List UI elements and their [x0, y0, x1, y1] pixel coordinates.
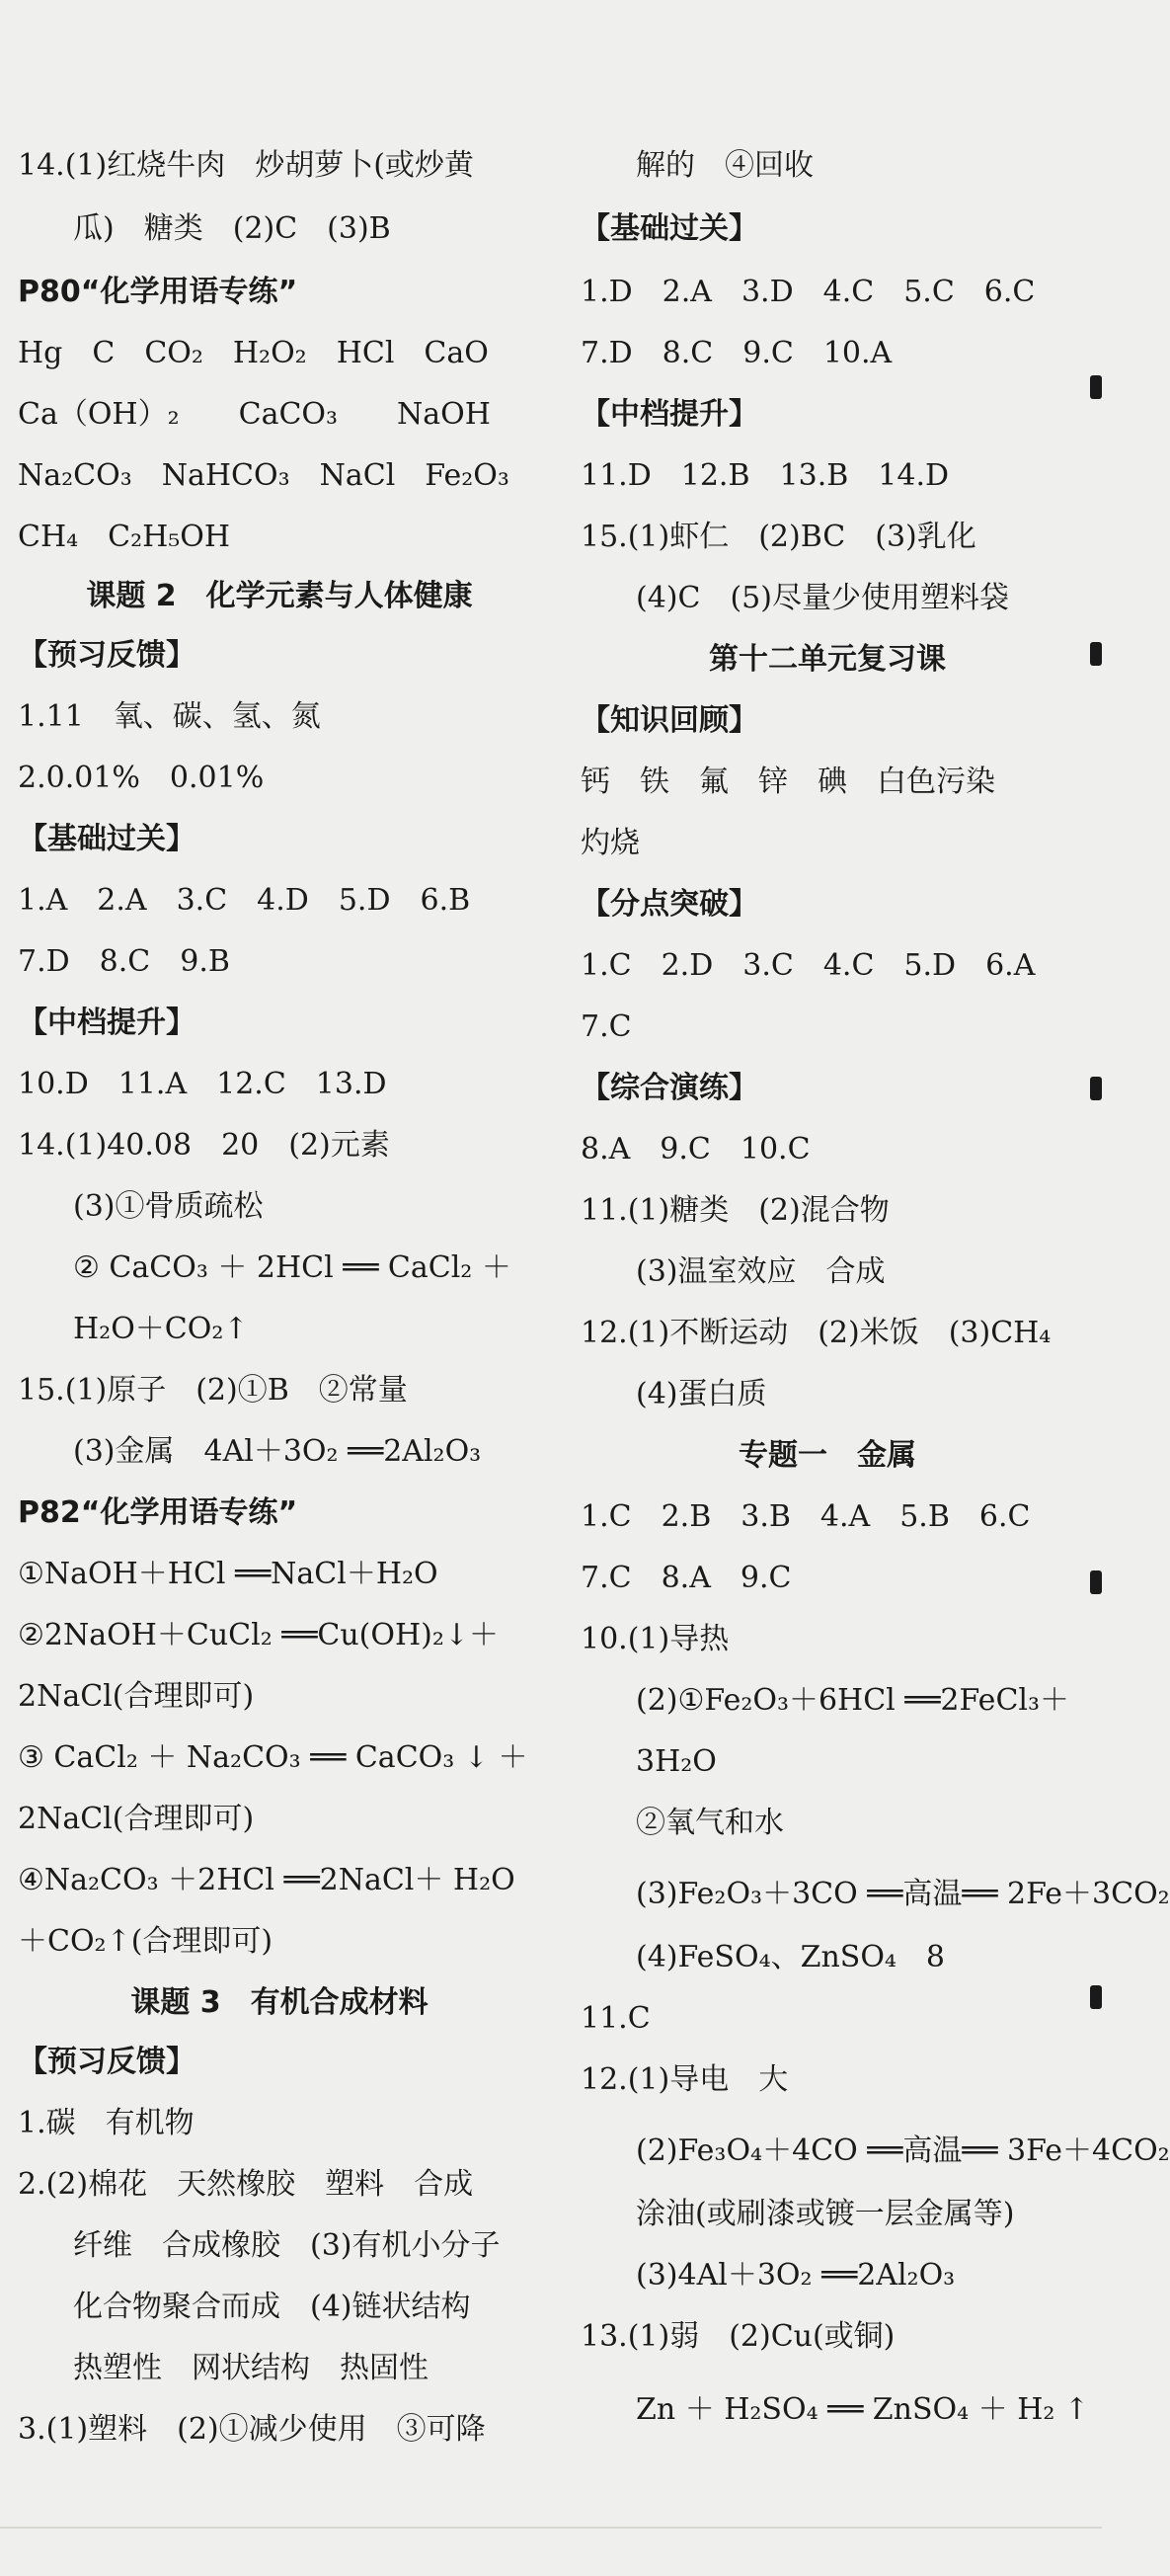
answer-line: ③ CaCl₂ ＋ Na₂CO₃ ══ CaCO₃ ↓ ＋	[18, 1740, 528, 1775]
answer-line: 3.(1)塑料 (2)①减少使用 ③可降	[18, 2412, 486, 2447]
edge-mark	[1090, 1570, 1102, 1594]
answer-line: 涂油(或刷漆或镀一层金属等)	[636, 2197, 1015, 2231]
edge-mark	[1090, 1985, 1102, 2009]
answer-line: (3)①骨质疏松	[73, 1189, 264, 1224]
section-heading: 【预习反馈】	[18, 638, 195, 673]
answer-line: 热塑性 网状结构 热固性	[73, 2351, 429, 2385]
answer-line: (4)C (5)尽量少使用塑料袋	[636, 581, 1009, 615]
edge-mark	[1090, 375, 1102, 399]
answer-line: 化合物聚合而成 (4)链状结构	[73, 2290, 471, 2324]
answer-line: 1.11 氧、碳、氢、氮	[18, 699, 321, 734]
section-heading: 【基础过关】	[581, 211, 758, 246]
answer-line: 11.C	[581, 2001, 651, 2036]
answer-line: 15.(1)虾仁 (2)BC (3)乳化	[581, 520, 976, 554]
page-bottom-divider	[0, 2527, 1102, 2529]
answer-line: 1.C 2.B 3.B 4.A 5.B 6.C	[581, 1499, 1031, 1534]
answer-line: 8.A 9.C 10.C	[581, 1132, 811, 1167]
answer-line: (2)①Fe₂O₃＋6HCl ══2FeCl₃＋	[636, 1683, 1070, 1718]
answer-line: 灼烧	[581, 826, 640, 860]
answer-line: (2)Fe₃O₄＋4CO ══高温══ 3Fe＋4CO₂	[636, 2133, 1170, 2168]
answer-line: CH₄ C₂H₅OH	[18, 520, 231, 554]
section-heading: 【预习反馈】	[18, 2045, 195, 2079]
answer-line: 12.(1)导电 大	[581, 2062, 789, 2097]
answer-line: ①NaOH＋HCl ══NaCl＋H₂O	[18, 1557, 438, 1591]
answer-line: 11.(1)糖类 (2)混合物	[581, 1193, 890, 1228]
section-title: 第十二单元复习课	[709, 642, 946, 677]
answer-line: 7.C	[581, 1009, 632, 1044]
edge-mark	[1090, 1077, 1102, 1100]
answer-line: 10.D 11.A 12.C 13.D	[18, 1067, 387, 1101]
section-title: 专题一 金属	[739, 1438, 916, 1473]
answer-line: ②氧气和水	[636, 1806, 784, 1840]
answer-line: 13.(1)弱 (2)Cu(或铜)	[581, 2319, 896, 2354]
answer-line: 解的 ④回收	[636, 148, 814, 183]
section-heading: 【分点突破】	[581, 887, 758, 922]
section-heading: 【基础过关】	[18, 822, 195, 856]
answer-line: 2.0.01% 0.01%	[18, 761, 265, 795]
answer-line: (3)Fe₂O₃＋3CO ══高温══ 2Fe＋3CO₂	[636, 1877, 1170, 1911]
section-heading: P82“化学用语专练”	[18, 1495, 298, 1530]
section-heading: 【中档提升】	[18, 1006, 195, 1040]
answer-line: H₂O＋CO₂↑	[73, 1312, 249, 1346]
answer-line: 1.C 2.D 3.C 4.C 5.D 6.A	[581, 948, 1036, 983]
answer-line: (4)FeSO₄、ZnSO₄ 8	[636, 1940, 946, 1974]
answer-line: ②2NaOH＋CuCl₂ ══Cu(OH)₂↓＋	[18, 1618, 499, 1652]
edge-mark	[1090, 642, 1102, 666]
column-gutter	[551, 148, 557, 2519]
answer-line: (3)金属 4Al＋3O₂ ══2Al₂O₃	[73, 1434, 482, 1469]
answer-line: ② CaCO₃ ＋ 2HCl ══ CaCl₂ ＋	[73, 1250, 511, 1285]
answer-line: 7.C 8.A 9.C	[581, 1561, 792, 1595]
answer-line: 10.(1)导热	[581, 1622, 730, 1656]
section-heading: 【知识回顾】	[581, 703, 758, 738]
section-title: 课题 3 有机合成材料	[130, 1985, 429, 2020]
answer-line: 12.(1)不断运动 (2)米饭 (3)CH₄	[581, 1316, 1052, 1350]
answer-line: 3H₂O	[636, 1744, 717, 1779]
answer-line: 1.碳 有机物	[18, 2106, 195, 2140]
answer-line: Na₂CO₃ NaHCO₃ NaCl Fe₂O₃	[18, 458, 509, 493]
answer-line: Zn ＋ H₂SO₄ ══ ZnSO₄ ＋ H₂ ↑	[636, 2392, 1090, 2427]
answer-line: 14.(1)红烧牛肉 炒胡萝卜(或炒黄	[18, 148, 474, 183]
answer-line: 1.D 2.A 3.D 4.C 5.C 6.C	[581, 275, 1036, 309]
answer-line: 7.D 8.C 9.B	[18, 944, 230, 979]
answer-line: 11.D 12.B 13.B 14.D	[581, 458, 950, 493]
answer-line: 2NaCl(合理即可)	[18, 1679, 255, 1714]
section-heading: 【综合演练】	[581, 1071, 758, 1105]
answer-line: (3)温室效应 合成	[636, 1254, 886, 1289]
answer-line: ④Na₂CO₃ ＋2HCl ══2NaCl＋ H₂O	[18, 1863, 515, 1897]
answer-line: 7.D 8.C 9.C 10.A	[581, 336, 893, 370]
answer-line: Hg C CO₂ H₂O₂ HCl CaO	[18, 336, 489, 370]
answer-line: Ca（OH）₂ CaCO₃ NaOH	[18, 397, 491, 432]
section-title: 课题 2 化学元素与人体健康	[86, 579, 473, 613]
answer-line: 1.A 2.A 3.C 4.D 5.D 6.B	[18, 883, 471, 918]
answer-line: ＋CO₂↑(合理即可)	[18, 1924, 273, 1959]
answer-line: 15.(1)原子 (2)①B ②常量	[18, 1373, 408, 1408]
answer-line: (3)4Al＋3O₂ ══2Al₂O₃	[636, 2258, 956, 2293]
section-heading: 【中档提升】	[581, 397, 758, 432]
answer-line: (4)蛋白质	[636, 1377, 767, 1411]
answer-line: 2NaCl(合理即可)	[18, 1802, 255, 1836]
section-heading: P80“化学用语专练”	[18, 275, 298, 309]
answer-line: 2.(2)棉花 天然橡胶 塑料 合成	[18, 2167, 474, 2202]
answer-line: 纤维 合成橡胶 (3)有机小分子	[73, 2228, 501, 2263]
answer-line: 钙 铁 氟 锌 碘 白色污染	[581, 765, 995, 799]
answer-line: 14.(1)40.08 20 (2)元素	[18, 1128, 390, 1163]
answer-line: 瓜) 糖类 (2)C (3)B	[73, 211, 391, 246]
